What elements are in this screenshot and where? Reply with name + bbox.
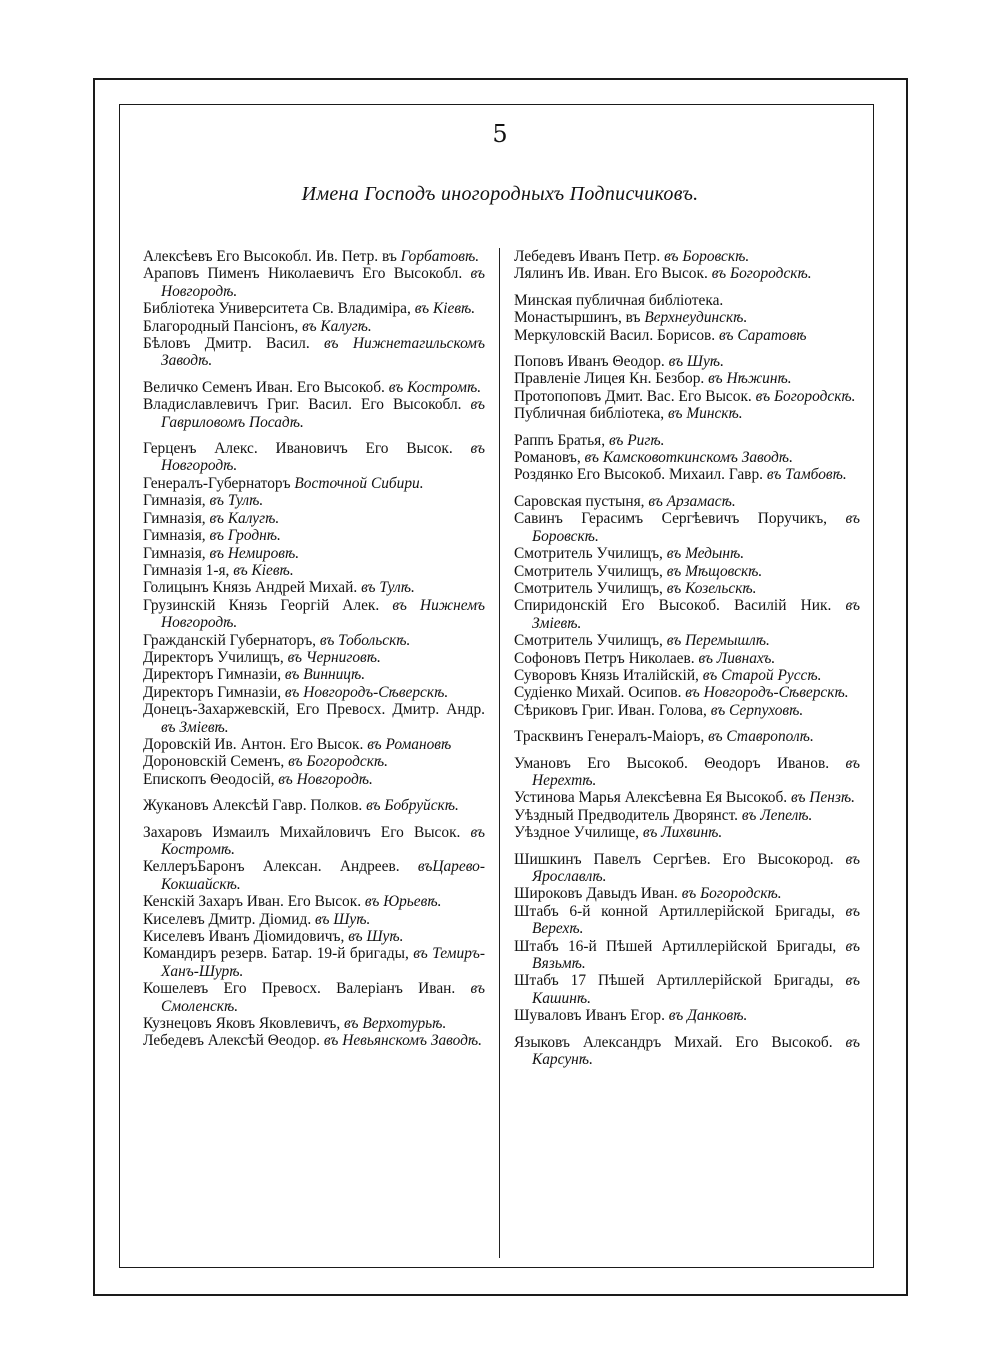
subscriber-name: Голицынъ Князь Андрей Михай. <box>143 579 362 597</box>
subscriber-name: Кузнецовъ Яковъ Яковлевичъ, <box>143 1015 345 1033</box>
subscriber-location: въ Гроднѣ. <box>209 527 281 545</box>
subscriber-location: въ Черниговѣ. <box>287 648 381 666</box>
subscriber-entry <box>143 379 485 396</box>
subscriber-location: въ Калугѣ. <box>209 509 280 527</box>
subscriber-entry <box>514 755 860 790</box>
subscriber-location: въ Ярославлѣ. <box>532 850 860 885</box>
subscriber-entry <box>143 335 485 370</box>
subscriber-location: въ Костромѣ. <box>388 378 482 396</box>
subscriber-location: въ Темиръ-Ханъ-Шурѣ. <box>161 945 485 980</box>
subscriber-entry <box>143 666 485 683</box>
subscriber-entry <box>143 1015 485 1032</box>
subscriber-name: Штабъ 16-й Пѣшей Артиллерійской Бригады, <box>514 937 846 955</box>
subscriber-location: въ Винницѣ. <box>284 666 366 684</box>
subscriber-name: Директоръ Гимназіи, <box>143 683 285 701</box>
subscriber-name: Правленіе Лицея Кн. Безбор. <box>514 370 709 388</box>
subscriber-name: Лялинъ Ив. Иван. Его Высок. <box>514 265 712 283</box>
subscriber-entry <box>514 1034 860 1069</box>
subscriber-location: въ Новгородъ-Сѣверскѣ. <box>685 684 849 702</box>
subscriber-location: въ Новгородѣ. <box>161 440 485 475</box>
subscriber-name: Савинъ Герасимъ Сергѣевичъ Поручикъ, <box>514 510 846 528</box>
subscriber-entry <box>514 684 860 701</box>
subscriber-name: Смотритель Училищъ, <box>514 579 667 597</box>
subscriber-name: Меркуловскій Васил. Борисов. <box>514 326 719 344</box>
subscriber-name: Монастыршинъ, въ <box>514 309 645 327</box>
subscriber-name: Саровская пустыня, <box>514 492 649 510</box>
subscriber-location: въ Ливнахъ. <box>698 649 776 667</box>
left-column <box>143 248 485 1050</box>
subscriber-location: въ Тамбовѣ. <box>766 466 847 484</box>
subscriber-location: въ Пензѣ. <box>790 789 855 807</box>
subscriber-entry <box>143 579 485 596</box>
subscriber-name: Романовъ, <box>514 449 585 467</box>
subscriber-location: въ Перемышлѣ. <box>666 632 770 650</box>
subscriber-entry <box>143 980 485 1015</box>
subscriber-location: въ Шуѣ. <box>348 928 404 946</box>
subscriber-name: Публичная библіотека, <box>514 405 668 423</box>
subscriber-location: въ Медынѣ. <box>666 545 745 563</box>
subscriber-name: Благородный Пансіонъ, <box>143 317 303 335</box>
subscriber-location: въ Гавриловомъ Посадѣ. <box>161 396 485 431</box>
subscriber-entry <box>143 1032 485 1049</box>
subscriber-location: въ Минскѣ. <box>668 405 743 423</box>
subscriber-entry <box>514 702 860 719</box>
subscriber-name: Захаровъ Измаилъ Михайловичъ Его Высок. <box>143 823 471 841</box>
subscriber-name: Дороновскій Семенъ, <box>143 753 289 771</box>
subscriber-location: въ Кіевѣ. <box>233 561 294 579</box>
subscriber-entry <box>143 736 485 753</box>
page-number: 5 <box>492 120 508 148</box>
subscriber-entry <box>514 807 860 824</box>
right-column <box>514 248 860 1068</box>
subscriber-entry <box>143 545 485 562</box>
page-title: Имена Господъ иногородныхъ Подписчиковъ. <box>301 183 699 205</box>
subscriber-entry <box>514 248 860 265</box>
subscriber-entry <box>514 432 860 449</box>
subscriber-name: Сѣриковъ Григ. Иван. Голова, <box>514 701 711 719</box>
subscriber-entry <box>514 938 860 973</box>
subscriber-entry <box>143 527 485 544</box>
subscriber-entry <box>514 728 860 745</box>
subscriber-entry <box>143 510 485 527</box>
subscriber-name: Смотритель Училищъ, <box>514 632 667 650</box>
subscriber-name: Спиридонскій Его Высокоб. Василій Ник. <box>514 597 846 615</box>
subscriber-entry <box>143 928 485 945</box>
subscriber-location: въ Смоленскѣ. <box>161 980 485 1015</box>
subscriber-name: Гражданскій Губернаторъ, <box>143 631 320 649</box>
subscriber-location: въ Кіевѣ. <box>414 300 476 318</box>
subscriber-name: Алексѣевъ Его Высокобл. Ив. Петр. въ <box>143 248 401 265</box>
subscriber-name: Лебедевъ Иванъ Петр. <box>514 248 665 265</box>
subscriber-entry <box>514 370 860 387</box>
subscriber-name: Штабъ 6-й конной Артиллерійской Бригады, <box>514 902 846 920</box>
subscriber-entry <box>514 309 860 326</box>
subscriber-location: въ Тулѣ. <box>209 492 264 510</box>
subscriber-entry <box>514 292 860 309</box>
subscriber-entry <box>514 405 860 422</box>
subscriber-entry <box>514 1007 860 1024</box>
subscriber-entry <box>514 851 860 886</box>
subscriber-name: Суворовъ Князь Италійскій, <box>514 666 703 684</box>
subscriber-entry <box>143 632 485 649</box>
subscriber-name: Кенскій Захаръ Иван. Его Высок. <box>143 893 365 911</box>
subscriber-entry <box>514 493 860 510</box>
subscriber-entry <box>514 580 860 597</box>
subscriber-location: въ Тулѣ. <box>361 579 415 597</box>
subscriber-name: Араповъ Пименъ Николаевичъ Его Высокобл. <box>143 265 471 283</box>
subscriber-location: въ Богородскѣ. <box>288 753 389 771</box>
subscriber-entry <box>143 300 485 317</box>
subscriber-name: Бѣловъ Дмитр. Васил. <box>143 335 325 353</box>
subscriber-location: въЦарево-Кокшайскѣ. <box>161 858 485 893</box>
subscriber-name: Епископъ Θеодосій, <box>143 770 279 788</box>
subscriber-name: Умановъ Его Высокоб. Θеодоръ Иванов. <box>514 754 846 772</box>
subscriber-name: Языковъ Александръ Михай. Его Высокоб. <box>514 1033 846 1051</box>
subscriber-location: въ Новгородѣ. <box>278 770 373 788</box>
subscriber-entry <box>143 753 485 770</box>
subscriber-name: Устинова Марья Алексѣевна Ея Высокоб. <box>514 789 791 807</box>
subscriber-name: Киселевъ Иванъ Діомидовичъ, <box>143 928 349 946</box>
subscriber-entry <box>514 667 860 684</box>
subscriber-name: Киселевъ Дмитр. Діомид. <box>143 910 316 928</box>
subscriber-entry <box>514 972 860 1007</box>
subscriber-name: Широковъ Давыдъ Иван. <box>514 885 682 903</box>
subscriber-location: въ Верхотурьѣ. <box>344 1015 447 1033</box>
subscriber-name: Протопоповъ Дмит. Вас. Его Высок. <box>514 387 756 405</box>
subscriber-location: въ Саратовѣ <box>719 326 807 344</box>
subscriber-name: Донецъ-Захаржевскій, Его Превосх. Дмитр. Андр. <box>143 701 485 719</box>
subscriber-location: въ Богородскѣ. <box>711 265 812 283</box>
subscriber-name: Владиславлевичъ Григ. Васил. Его Высокобл. <box>143 396 471 414</box>
subscriber-name: Шишкинъ Павелъ Сергѣев. Его Высокород. <box>514 850 846 868</box>
subscriber-location: въ Лепелѣ. <box>741 806 813 824</box>
subscriber-name: Гимназія, <box>143 544 210 562</box>
subscriber-location: въ Карсунѣ. <box>532 1033 860 1069</box>
subscriber-entry <box>143 701 485 736</box>
subscriber-entry <box>143 649 485 666</box>
subscriber-entry <box>143 318 485 335</box>
subscriber-location: въ Новгородъ-Сѣверскѣ. <box>284 683 449 701</box>
subscriber-entry <box>514 597 860 632</box>
subscriber-entry <box>514 388 860 405</box>
subscriber-location: въ Богородскѣ. <box>681 885 782 903</box>
subscriber-location: Верхнеудинскѣ. <box>644 309 748 327</box>
subscriber-location: въ Невьянскомъ Заводѣ. <box>323 1032 483 1050</box>
subscriber-name: Генералъ-Губернаторъ <box>143 474 295 492</box>
subscriber-entry <box>143 911 485 928</box>
subscriber-location: въ Юрьевѣ. <box>364 893 442 911</box>
subscriber-entry <box>514 903 860 938</box>
subscriber-location: въ Нерехтѣ. <box>532 754 860 789</box>
subscriber-name: Герценъ Алекс. Ивановичъ Его Высок. <box>143 440 471 458</box>
subscriber-location: въ Боровскѣ. <box>664 248 750 265</box>
subscriber-location: въ Козельскѣ. <box>666 579 757 597</box>
subscriber-location: въ Калугѣ. <box>302 317 372 335</box>
subscriber-location: въ Романовѣ <box>367 735 452 753</box>
subscriber-name: Смотритель Училищъ, <box>514 545 667 563</box>
subscriber-entry <box>143 597 485 632</box>
subscriber-name: Командиръ резерв. Батар. 19-й бригады, <box>143 945 414 963</box>
subscriber-location: въ Богородскѣ. <box>755 387 856 405</box>
subscriber-location: въ Немировѣ. <box>209 544 300 562</box>
subscriber-entry <box>514 510 860 545</box>
subscriber-location: въ Ригѣ. <box>608 431 665 449</box>
subscriber-location: въ Серпуховѣ. <box>710 701 804 719</box>
subscriber-location: въ Камсковоткинскомъ Заводѣ. <box>584 449 793 467</box>
subscriber-entry <box>143 396 485 431</box>
subscriber-name: Минская публичная библіотека. <box>514 291 724 309</box>
subscriber-location: въ Мѣщовскѣ. <box>666 562 763 580</box>
subscriber-name: Величко Семенъ Иван. Его Высокоб. <box>143 378 389 396</box>
subscriber-location: въ Вязьмѣ. <box>532 937 860 973</box>
subscriber-entry <box>514 449 860 466</box>
subscriber-entry <box>514 563 860 580</box>
subscriber-location: въ Зміевѣ. <box>161 718 229 736</box>
subscriber-location: въ Нижнетагильскомъ Заводѣ. <box>161 335 485 370</box>
subscriber-entry <box>143 684 485 701</box>
column-divider <box>499 248 500 1258</box>
subscriber-entry <box>514 789 860 806</box>
subscriber-name: Гимназія, <box>143 509 210 527</box>
subscriber-entry <box>514 353 860 370</box>
subscriber-location: въ Зміевѣ. <box>532 597 860 632</box>
subscriber-name: Роздянко Его Высокоб. Михаил. Гавр. <box>514 466 767 484</box>
subscriber-location: въ Кашинѣ. <box>532 972 860 1007</box>
subscriber-location: въ Шуѣ. <box>668 353 724 371</box>
subscriber-name: Директоръ Гимназіи, <box>143 666 285 684</box>
subscriber-location: въ Бобруйскѣ. <box>366 797 459 815</box>
subscriber-entry <box>143 248 485 265</box>
subscriber-location: въ Костромѣ. <box>161 823 485 858</box>
subscriber-entry <box>514 265 860 282</box>
subscriber-name: Доровскій Ив. Антон. Его Высок. <box>143 735 368 753</box>
subscriber-entry <box>143 945 485 980</box>
subscriber-name: Трасквинъ Генералъ-Маіоръ, <box>514 728 709 746</box>
subscriber-location: Горбатовѣ. <box>400 248 480 265</box>
subscriber-location: въ Старой Руссѣ. <box>702 666 822 684</box>
subscriber-location: въ Новгородѣ. <box>161 265 485 300</box>
subscriber-name: Директоръ Училищъ, <box>143 648 288 666</box>
subscriber-location: въ Нѣжинѣ. <box>708 370 792 388</box>
subscriber-name: Грузинскій Князь Георгій Алек. <box>143 596 393 614</box>
subscriber-location: въ Лихвинѣ. <box>642 824 723 842</box>
subscriber-name: Кошелевъ Его Превосх. Валеріанъ Иван. <box>143 980 471 998</box>
subscriber-name: Софоновъ Петръ Николаев. <box>514 649 699 667</box>
subscriber-name: Смотритель Училищъ, <box>514 562 667 580</box>
subscriber-location: въ Шуѣ. <box>315 910 371 928</box>
subscriber-location: въ Боровскѣ. <box>532 510 860 545</box>
subscriber-entry <box>514 824 860 841</box>
subscriber-location: Восточной Сибири. <box>294 474 424 492</box>
subscriber-name: Штабъ 17 Пѣшей Артиллерійской Бригады, <box>514 972 846 990</box>
subscriber-name: Шуваловъ Иванъ Егор. <box>514 1007 669 1025</box>
subscriber-location: въ Нижнемъ Новгородѣ. <box>161 596 485 632</box>
subscriber-entry <box>143 475 485 492</box>
subscriber-name: Поповъ Иванъ Θеодор. <box>514 353 669 371</box>
subscriber-location: въ Данковѣ. <box>668 1007 748 1025</box>
subscriber-entry <box>514 650 860 667</box>
subscriber-name: Раппъ Братья, <box>514 431 609 449</box>
subscriber-name: Библіотека Университета Св. Владиміра, <box>143 300 415 318</box>
subscriber-name: КеллеръБаронъ Алексан. Андреев. <box>143 858 418 876</box>
subscriber-location: въ Ставрополѣ. <box>708 728 814 746</box>
subscriber-entry <box>514 545 860 562</box>
subscriber-entry <box>143 492 485 509</box>
subscriber-name: Уѣздный Предводитель Дворянст. <box>514 806 742 824</box>
subscriber-entry <box>143 562 485 579</box>
subscriber-entry <box>143 440 485 475</box>
subscriber-entry <box>514 885 860 902</box>
subscriber-name: Гимназія, <box>143 492 210 510</box>
subscriber-location: въ Арзамасѣ. <box>648 492 736 510</box>
subscriber-name: Судіенко Михай. Осипов. <box>514 684 686 702</box>
subscriber-location: въ Верехѣ. <box>532 902 860 938</box>
subscriber-name: Гимназія 1-я, <box>143 561 234 579</box>
subscriber-location: въ Тобольскѣ. <box>319 631 411 649</box>
subscriber-entry <box>514 466 860 483</box>
subscriber-entry <box>143 797 485 814</box>
subscriber-name: Гимназія, <box>143 527 210 545</box>
subscriber-entry <box>143 771 485 788</box>
subscriber-name: Уѣздное Училище, <box>514 824 643 842</box>
subscriber-entry <box>143 265 485 300</box>
subscriber-entry <box>514 327 860 344</box>
subscriber-name: Лебедевъ Алексѣй Θеодор. <box>143 1032 324 1050</box>
subscriber-entry <box>514 632 860 649</box>
subscriber-entry <box>143 893 485 910</box>
subscriber-entry <box>143 858 485 893</box>
subscriber-name: Жукановъ Алексѣй Гавр. Полков. <box>143 797 367 815</box>
subscriber-entry <box>143 824 485 859</box>
